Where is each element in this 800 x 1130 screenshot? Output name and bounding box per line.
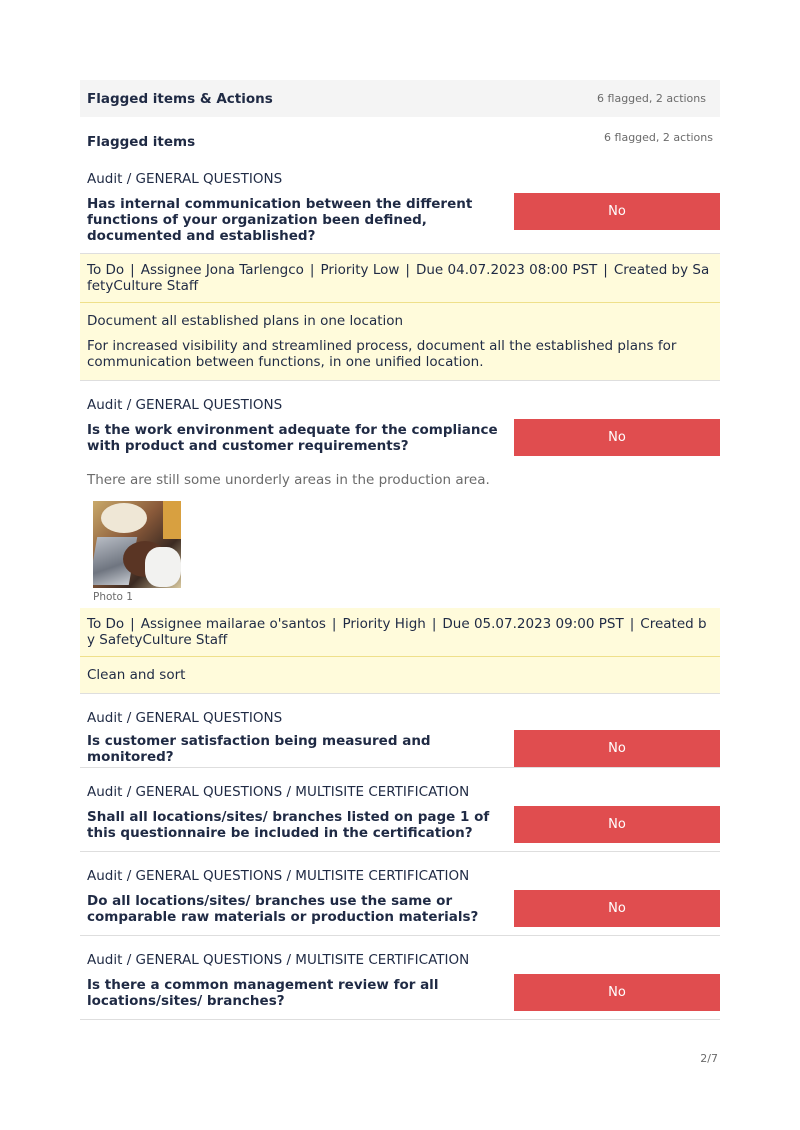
action-due: 04.07.2023 08:00 PST bbox=[447, 262, 598, 278]
photo-thumbnail[interactable] bbox=[93, 501, 181, 588]
item-path: Audit / GENERAL QUESTIONS bbox=[87, 171, 283, 187]
item-question: Shall all locations/sites/ branches listed on page 1 of this questionnaire be included in the certification? bbox=[87, 809, 490, 841]
due-label: Due bbox=[415, 262, 444, 278]
action-priority: Low bbox=[372, 262, 400, 278]
item-question: Has internal communication between the different functions of your organization been defined, documented and established? bbox=[87, 196, 473, 244]
item-path: Audit / GENERAL QUESTIONS / MULTISITE CERTIFICATION bbox=[87, 868, 470, 884]
section-title: Flagged items & Actions bbox=[87, 90, 273, 107]
item-question: Is the work environment adequate for the compliance with product and customer requirements? bbox=[87, 422, 498, 454]
item-question: Is customer satisfaction being measured and monitored? bbox=[87, 732, 431, 765]
item-path: Audit / GENERAL QUESTIONS / MULTISITE CERTIFICATION bbox=[87, 784, 470, 800]
assignee-label: Assignee bbox=[140, 616, 202, 632]
answer-badge: No bbox=[514, 193, 720, 230]
action-priority: High bbox=[394, 616, 426, 632]
flagged-item bbox=[80, 768, 720, 852]
section-header bbox=[80, 80, 720, 117]
answer-badge: No bbox=[514, 890, 720, 927]
priority-label: Priority bbox=[320, 262, 369, 278]
created-label: Created by bbox=[87, 616, 707, 648]
item-note: There are still some unorderly areas in the production area. bbox=[87, 472, 490, 488]
flagged-items-count: 6 flagged, 2 actions bbox=[604, 131, 713, 144]
created-label: Created by bbox=[613, 262, 689, 278]
item-question: Is there a common management review for all locations/sites/ branches? bbox=[87, 977, 439, 1009]
due-label: Due bbox=[442, 616, 470, 632]
item-question: Do all locations/sites/ branches use the same or comparable raw materials or production materials? bbox=[87, 893, 479, 925]
item-path: Audit / GENERAL QUESTIONS bbox=[87, 710, 283, 726]
flagged-items-title: Flagged items bbox=[87, 134, 196, 150]
item-path: Audit / GENERAL QUESTIONS / MULTISITE CERTIFICATION bbox=[87, 952, 470, 968]
section-count: 6 flagged, 2 actions bbox=[597, 92, 706, 105]
answer-badge: No bbox=[514, 806, 720, 843]
flagged-items-subheader bbox=[80, 117, 720, 165]
action-body bbox=[80, 657, 720, 694]
action-status: To Do bbox=[87, 262, 125, 278]
action-meta[interactable]: To Do | Assignee mailarae o'santos | Priority High | Due 05.07.2023 09:00 PST | Created by SafetyCulture Staff bbox=[80, 608, 720, 657]
photo-caption: Photo 1 bbox=[93, 591, 133, 603]
priority-label: Priority bbox=[342, 616, 391, 632]
page-number: 2/7 bbox=[700, 1052, 718, 1065]
assignee-label: Assignee bbox=[140, 262, 202, 278]
action-meta[interactable]: To Do | Assignee Jona Tarlengco | Priority Low | Due 04.07.2023 08:00 PST | Created by SafetyCulture Staff bbox=[80, 254, 720, 303]
answer-badge: No bbox=[514, 730, 720, 767]
action-body bbox=[80, 303, 720, 381]
answer-badge: No bbox=[514, 419, 720, 456]
item-path: Audit / GENERAL QUESTIONS bbox=[87, 397, 283, 413]
report-page bbox=[80, 80, 720, 1020]
action-status: To Do bbox=[87, 616, 125, 632]
action-title: Document all established plans in one location bbox=[87, 313, 404, 329]
flagged-item bbox=[80, 852, 720, 936]
action-title: Clean and sort bbox=[87, 667, 186, 683]
action-created-by: SafetyCulture Staff bbox=[99, 632, 228, 648]
flagged-item bbox=[80, 694, 720, 768]
answer-badge: No bbox=[514, 974, 720, 1011]
action-assignee: Jona Tarlengco bbox=[205, 262, 304, 278]
flagged-item bbox=[80, 936, 720, 1020]
flagged-item bbox=[80, 381, 720, 603]
action-assignee: mailarae o'santos bbox=[205, 616, 326, 632]
action-created-by: SafetyCulture Staff bbox=[87, 262, 710, 294]
action-due: 05.07.2023 09:00 PST bbox=[473, 616, 624, 632]
flagged-item bbox=[80, 165, 720, 254]
photo-attachment[interactable] bbox=[80, 488, 720, 603]
action-description: For increased visibility and streamlined process, document all the established plans for communication between functions, in one unified location. bbox=[87, 338, 677, 370]
